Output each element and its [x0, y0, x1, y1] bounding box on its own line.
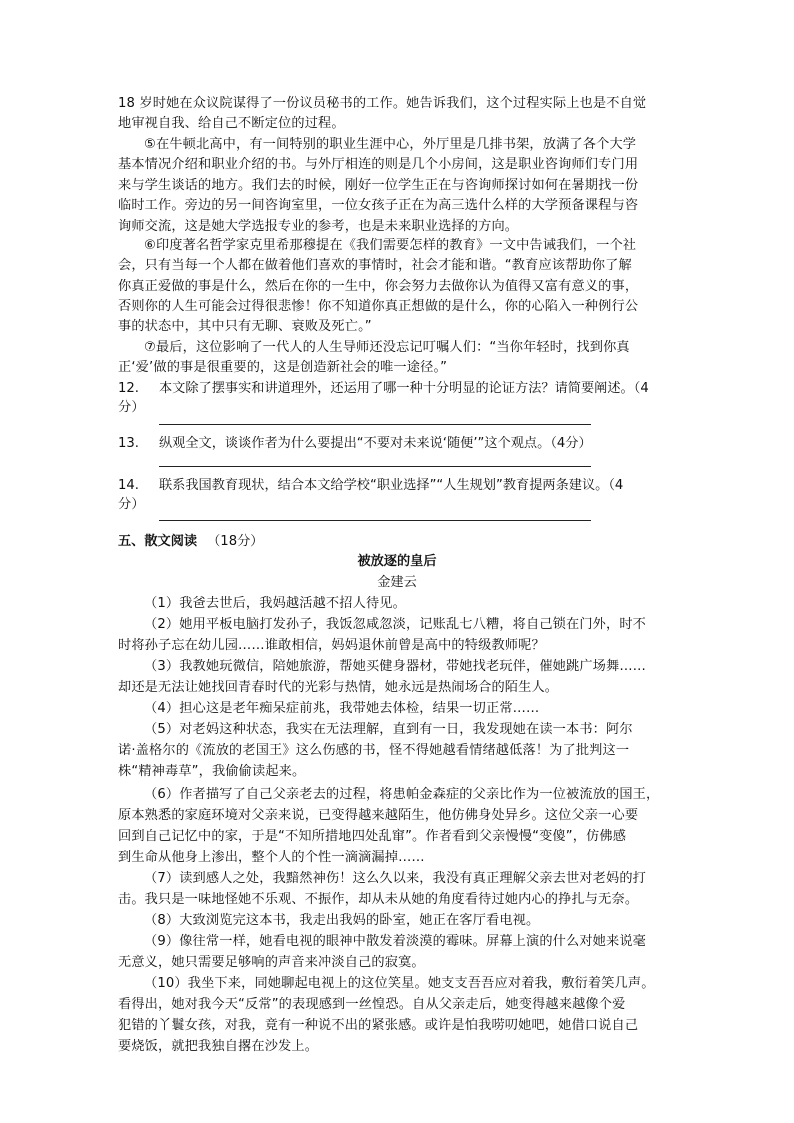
question-number: 14.	[118, 478, 139, 493]
passage-line: 基本情况介绍和职业介绍的书。与外厅相连的则是几个小房间，这是职业咨询师们专门用	[118, 157, 639, 172]
essay-line: 无意义，她只需要足够响的声音来冲淡自己的寂寞。	[118, 955, 425, 970]
essay-line: （2）她用平板电脑打发孙子，我饭忽咸忽淡，记账乱七八糟，将自己锁在门外，时不	[144, 617, 647, 632]
essay-title: 被放逐的皇后	[357, 554, 437, 569]
passage-line: ⑥印度著名哲学家克里希那穆提在《我们需要怎样的教育》一文中告诫我们，一个社	[144, 238, 637, 253]
essay-line: （5）对老妈这种状态，我实在无法理解，直到有一日，我发现她在读一本书：阿尔	[144, 722, 633, 737]
essay-line: （10）我坐下来，同她聊起电视上的这位笑星。她支支吾吾应对着我，敷衍着笑几声。	[144, 976, 655, 991]
essay-line: 要烧饭，就把我独自撂在沙发上。	[118, 1039, 319, 1054]
essay-line: （4）担心这是老年痴呆症前兆，我带她去体检，结果一切正常……	[144, 701, 540, 716]
passage-line: 临时工作。旁边的另一间咨询室里，一位女孩子正在为高三选什么样的大学预备课程与咨	[118, 198, 639, 213]
passage-line: 你真正爱做的事是什么，然后在你的一生中，你会努力去做你认为值得又富有意义的事，	[118, 279, 639, 294]
passage-line: ⑤在牛顿北高中，有一间特别的职业生涯中心，外厅里是几排书架，放满了各个大学	[144, 137, 637, 152]
essay-line: （8）大致浏览完这本书，我走出我妈的卧室，她正在客厅看电视。	[144, 913, 540, 928]
passage-line: 来与学生谈话的地方。我们去的时候，刚好一位学生正在与咨询师探讨如何在暑期找一份	[118, 178, 639, 193]
essay-line: 时将孙子忘在幼儿园……谁敢相信，妈妈退休前曾是高中的特级教师呢？	[118, 638, 545, 653]
essay-line: （1）我爸去世后，我妈越活越不招人待见。	[144, 596, 406, 611]
essay-line: 株“精神毒草”，我偷偷读起来。	[118, 764, 306, 779]
essay-line: （9）像往常一样，她看电视的眼神中散发着淡漠的霉味。屏幕上演的什么对她来说毫	[144, 934, 647, 949]
answer-line[interactable]	[159, 520, 591, 521]
essay-line: 原本熟悉的家庭环境对父亲来说，已变得越来越陌生，他仿佛身处异乡。这位父亲一心要	[118, 808, 639, 823]
passage-line: 18 岁时她在众议院谋得了一份议员秘书的工作。她告诉我们，这个过程实际上也是不自觉	[118, 96, 647, 111]
essay-line: 到生命从他身上渗出，整个人的个性一滴滴漏掉……	[118, 850, 425, 865]
essay-line: （6）作者描写了自己父亲老去的过程，将患帕金森症的父亲比作为一位被流放的国王，	[144, 787, 660, 802]
question-text: 分）	[118, 497, 145, 512]
passage-line: 地审视自我、给自己不断定位的过程。	[118, 116, 345, 131]
question-text: 联系我国教育现状，结合本文给学校“职业选择”“人生规划”教育提两条建议。（4	[159, 478, 624, 493]
essay-line: 回到自己记忆中的家，于是“不知所措地四处乱窜”。作者看到父亲慢慢“变傻”，仿佛感	[118, 829, 627, 844]
essay-line: （3）我教她玩微信，陪她旅游，帮她买健身器材，带她找老玩伴，催她跳广场舞……	[144, 659, 647, 674]
question-text: 分）	[118, 400, 145, 415]
essay-line: 却还是无法让她找回青春时代的光彩与热情，她永远是热闹场合的陌生人。	[118, 680, 559, 695]
section-heading	[118, 533, 263, 551]
passage-line: ⑦最后，这位影响了一代人的人生导师还没忘记叮嘱人们：“当你年轻时，找到你真	[144, 340, 630, 355]
passage-line: 正‘爱’做的事是很重要的，这是创造新社会的唯一途径。”	[118, 360, 448, 375]
answer-line[interactable]	[159, 424, 591, 425]
question-text: 纵观全文，谈谈作者为什么要提出“不要对未来说‘随便’”这个观点。（4分）	[159, 436, 592, 451]
essay-line: （7）读到感人之处，我黯然神伤！这么久以来，我没有真正理解父亲去世对老妈的打	[144, 871, 647, 886]
essay-line: 诺·盖格尔的《流放的老国王》这么伤感的书，怪不得她越看情绪越低落！为了批判这一	[118, 743, 630, 758]
essay-author: 金建云	[377, 575, 417, 590]
answer-line[interactable]	[159, 466, 591, 467]
passage-line: 否则你的人生可能会过得很悲惨！你不知道你真正想做的是什么，你的心陷入一种例行公	[118, 299, 639, 314]
section-score: （18分）	[207, 534, 264, 549]
section-title: 五、散文阅读	[118, 534, 198, 549]
passage-line: 会，只有当每一个人都在做着他们喜欢的事情时，社会才能和谐。“教育应该帮助你了解	[118, 258, 632, 273]
question-number: 13.	[118, 436, 139, 451]
passage-line: 事的状态中，其中只有无聊、衰败及死亡。”	[118, 319, 372, 334]
passage-line: 询师交流，这是她大学选报专业的参考，也是未来职业选择的方向。	[118, 219, 519, 234]
essay-line: 看得出，她对我今天“反常”的表现感到一丝惶恐。自从父亲走后，她变得越来越像个爱	[118, 997, 626, 1012]
question-number: 12.	[118, 381, 139, 396]
question-text: 本文除了摆事实和讲道理外，还运用了哪一种十分明显的论证方法？请简要阐述。（4	[159, 381, 649, 396]
essay-line: 犯错的丫鬟女孩，对我，竟有一种说不出的紧张感。或许是怕我唠叨她吧，她借口说自己	[118, 1018, 639, 1033]
essay-line: 击。我只是一味地怪她不乐观、不振作，却从未从她的角度看待过她内心的挣扎与无奈。	[118, 892, 639, 907]
